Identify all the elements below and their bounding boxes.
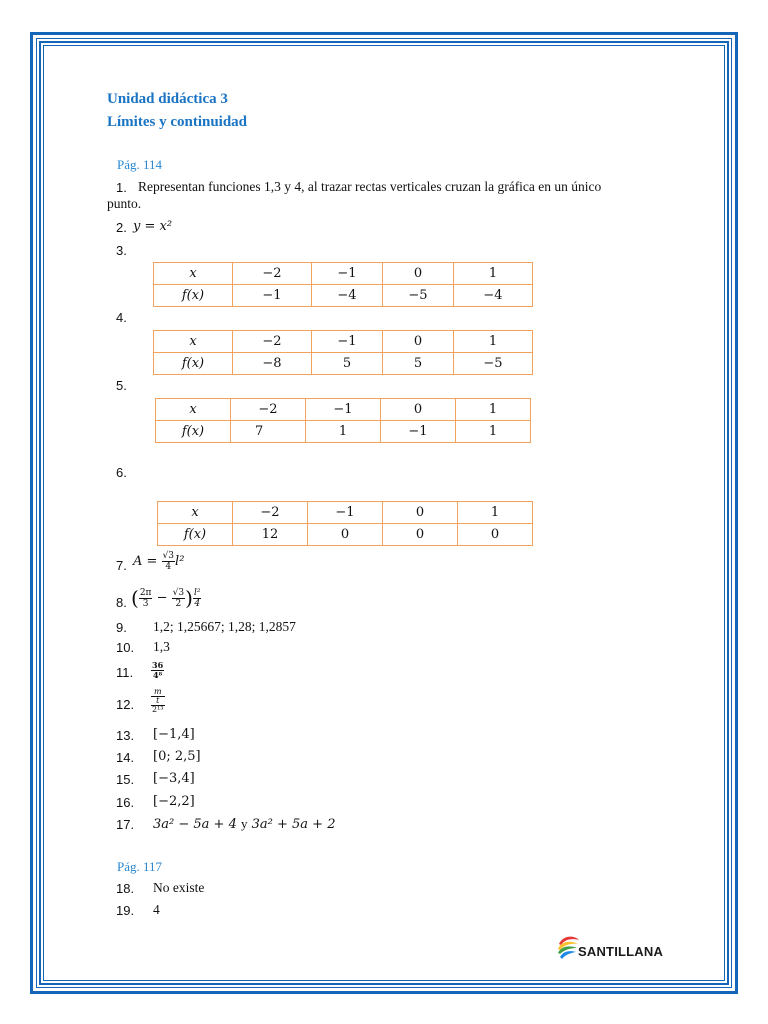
item-17-text: [153, 816, 335, 832]
table-cell: −1: [308, 502, 383, 524]
table-row: [158, 524, 533, 546]
formula-tail: l²: [175, 554, 185, 569]
item-18-text: No existe: [153, 880, 205, 895]
item-13-text: [−1,4]: [153, 727, 195, 742]
expression-2: 3a² + 5a + 2: [251, 817, 336, 832]
table-cell: f(x): [154, 285, 233, 307]
table-cell: −4: [312, 285, 383, 307]
item-2-number: 2.: [116, 220, 127, 235]
table-cell: −1: [381, 421, 456, 443]
table-cell: −5: [383, 285, 454, 307]
item-17-number: 17.: [116, 817, 135, 832]
item-2-equation: y = x²: [133, 219, 173, 234]
inner-numerator: t: [151, 697, 165, 706]
denominator: 4⁸: [153, 670, 163, 680]
numerator: 36: [152, 660, 164, 670]
conjunction: y: [240, 816, 248, 831]
item-1-text-line1: Representan funciones 1,3 y 4, al trazar rectas verticales cruzan la gráfica en un único: [138, 179, 602, 194]
numerator: m: [151, 688, 165, 697]
item-16-text: [−2,2]: [153, 794, 195, 809]
value-table-6: [157, 501, 533, 546]
table-row: [156, 421, 531, 443]
item-10-text: 1,3: [153, 639, 170, 654]
fraction: [162, 551, 175, 572]
fraction: [151, 661, 164, 680]
table-cell: 0: [383, 524, 458, 546]
item-1-number: 1.: [116, 180, 127, 195]
item-16-number: 16.: [116, 795, 135, 810]
table-cell: −5: [454, 353, 533, 375]
value-table-4: [153, 330, 533, 375]
formula-lhs: A =: [133, 554, 158, 569]
table-cell: −1: [233, 285, 312, 307]
minus-sign: −: [156, 590, 168, 606]
item-3-number: 3.: [116, 243, 127, 258]
item-11-number: 11.: [116, 665, 134, 680]
item-7-formula: [133, 551, 184, 572]
table-cell: 0: [381, 399, 456, 421]
item-18-number: 18.: [116, 881, 135, 896]
table-cell: −8: [233, 353, 312, 375]
item-5-number: 5.: [116, 378, 127, 393]
table-cell: −1: [312, 263, 383, 285]
table-cell: 1: [454, 263, 533, 285]
table-cell: f(x): [156, 421, 231, 443]
item-6-number: 6.: [116, 465, 127, 480]
table-cell: 7: [231, 421, 306, 443]
topic-title: Límites y continuidad: [107, 114, 248, 130]
table-cell: 1: [454, 331, 533, 353]
denominator: 2: [175, 598, 182, 609]
table-row: [154, 353, 533, 375]
item-11-fraction: [151, 660, 164, 680]
table-cell: 5: [312, 353, 383, 375]
page-label-114: Pág. 114: [117, 157, 163, 172]
item-15-number: 15.: [116, 772, 135, 787]
table-cell: f(x): [154, 353, 233, 375]
table-row: [154, 263, 533, 285]
table-cell: f(x): [158, 524, 233, 546]
table-cell: −2: [231, 399, 306, 421]
table-cell: −1: [312, 331, 383, 353]
page-label-117: Pág. 117: [117, 859, 163, 874]
item-14-number: 14.: [116, 750, 135, 765]
table-cell: 1: [456, 399, 531, 421]
item-4-number: 4.: [116, 310, 127, 325]
table-cell: 0: [383, 502, 458, 524]
item-10-number: 10.: [116, 640, 135, 655]
expression-1: 3a² − 5a + 4: [153, 817, 237, 832]
table-cell: x: [154, 331, 233, 353]
table-row: [154, 285, 533, 307]
denominator: 2¹³: [152, 705, 164, 714]
item-7-number: 7.: [116, 558, 127, 573]
value-table-5: [155, 398, 531, 443]
fraction: [172, 588, 185, 609]
table-cell: −2: [233, 502, 308, 524]
value-table-3: [153, 262, 533, 307]
table-row: [154, 331, 533, 353]
table-cell: −1: [306, 399, 381, 421]
item-8-number: 8.: [116, 595, 127, 610]
table-cell: −2: [233, 331, 312, 353]
item-19-text: 4: [153, 902, 160, 917]
denominator: 4: [165, 562, 172, 572]
item-1-text-line2: punto.: [107, 196, 142, 211]
fraction: [139, 588, 153, 609]
logo-wordmark: SANTILLANA: [578, 944, 664, 959]
table-cell: 0: [383, 263, 454, 285]
table-row: [158, 502, 533, 524]
fraction: [151, 688, 165, 714]
table-cell: 0: [308, 524, 383, 546]
table-cell: 1: [456, 421, 531, 443]
table-cell: 12: [233, 524, 308, 546]
item-9-number: 9.: [116, 620, 127, 635]
table-cell: 1: [458, 502, 533, 524]
item-12-fraction: [151, 688, 165, 714]
denominator: 3: [142, 598, 149, 609]
table-cell: 1: [306, 421, 381, 443]
santillana-logo: [557, 934, 667, 962]
fraction: [193, 588, 202, 609]
table-cell: 0: [458, 524, 533, 546]
table-cell: x: [154, 263, 233, 285]
unit-title: Unidad didáctica 3: [107, 91, 228, 107]
table-cell: x: [156, 399, 231, 421]
item-13-number: 13.: [116, 728, 135, 743]
numerator: √3: [162, 551, 175, 561]
item-19-number: 19.: [116, 903, 135, 918]
item-14-text: [0; 2,5]: [153, 749, 201, 764]
table-cell: −2: [233, 263, 312, 285]
table-cell: 0: [383, 331, 454, 353]
item-8-formula: ( $\frac{2\pi}{3}$ − $\frac{√3}{2}$ ) $\frac{\text{l²}}{4}$: [131, 586, 201, 610]
item-9-text: 1,2; 1,25667; 1,28; 1,2857: [153, 619, 296, 634]
numerator: √3: [172, 587, 185, 598]
table-cell: 5: [383, 353, 454, 375]
denominator: 4: [194, 598, 201, 609]
numerator: l²: [193, 587, 201, 598]
table-cell: x: [158, 502, 233, 524]
numerator: 2π: [139, 587, 152, 598]
item-12-number: 12.: [116, 697, 135, 712]
table-row: [156, 399, 531, 421]
table-cell: −4: [454, 285, 533, 307]
item-15-text: [−3,4]: [153, 771, 195, 786]
